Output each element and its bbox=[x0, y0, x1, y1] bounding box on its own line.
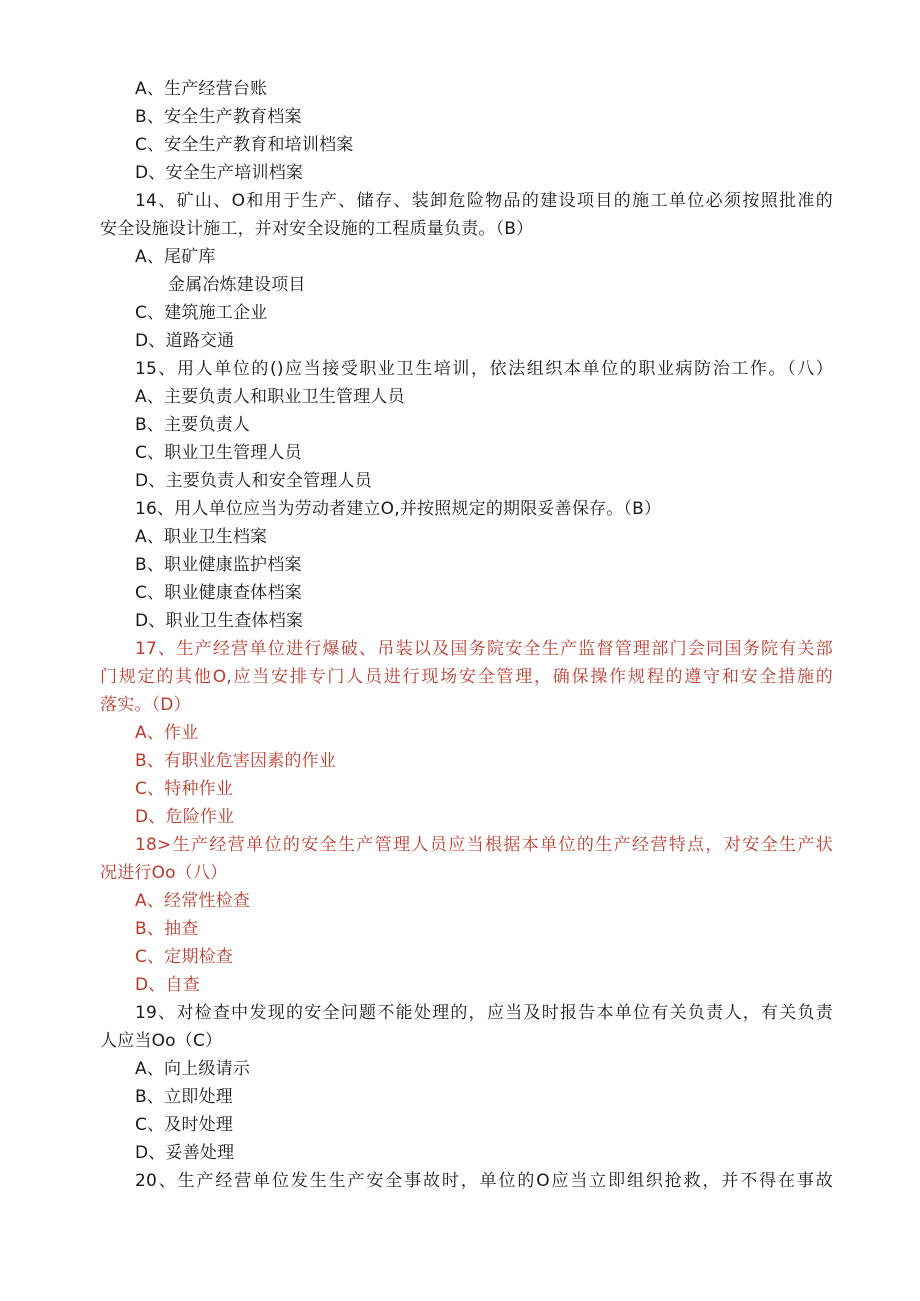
q14-question-line-2: 安全设施设计施工，并对安全设施的工程质量负责。（B） bbox=[100, 219, 534, 239]
q19-option-a: A、向上级请示 bbox=[135, 1059, 251, 1079]
q16-question: 16、用人单位应当为劳动者建立O,并按照规定的期限妥善保存。（B） bbox=[135, 499, 662, 519]
q18-option-c: C、定期检查 bbox=[135, 947, 234, 967]
q16-option-a: A、职业卫生档案 bbox=[135, 527, 268, 547]
q14-option-a: A、尾矿库 bbox=[135, 247, 216, 267]
q17-option-c: C、特种作业 bbox=[135, 779, 234, 799]
q17-option-d: D、危险作业 bbox=[135, 807, 235, 827]
q14-option-c: C、建筑施工企业 bbox=[135, 303, 268, 323]
q19-option-b: B、立即处理 bbox=[135, 1087, 233, 1107]
q16-option-c: C、职业健康查体档案 bbox=[135, 583, 302, 603]
q19-option-c: C、及时处理 bbox=[135, 1115, 234, 1135]
q13-option-c: C、安全生产教育和培训档案 bbox=[135, 135, 354, 155]
q17-question-line-2: 门规定的其他O,应当安排专门人员进行现场安全管理，确保操作规程的遵守和安全措施的 bbox=[100, 667, 833, 687]
q13-option-b: B、安全生产教育档案 bbox=[135, 107, 302, 127]
q15-option-d: D、主要负责人和安全管理人员 bbox=[135, 471, 372, 491]
q15-option-a: A、主要负责人和职业卫生管理人员 bbox=[135, 387, 405, 407]
q18-option-d: D、自查 bbox=[135, 975, 200, 995]
q18-question-line-1: 18>生产经营单位的安全生产管理人员应当根据本单位的生产经营特点，对安全生产状 bbox=[135, 835, 833, 855]
q19-option-d: D、妥善处理 bbox=[135, 1143, 235, 1163]
q19-question-line-2: 人应当Oo（C） bbox=[100, 1031, 223, 1051]
q16-option-b: B、职业健康监护档案 bbox=[135, 555, 302, 575]
q17-question-line-3: 落实。（D） bbox=[100, 695, 191, 715]
q15-option-c: C、职业卫生管理人员 bbox=[135, 443, 302, 463]
q15-option-b: B、主要负责人 bbox=[135, 415, 251, 435]
q13-option-d: D、安全生产培训档案 bbox=[135, 163, 304, 183]
q17-option-a: A、作业 bbox=[135, 723, 199, 743]
q17-option-b: B、有职业危害因素的作业 bbox=[135, 751, 337, 771]
q18-option-a: A、经常性检查 bbox=[135, 891, 251, 911]
q18-option-b: B、抽查 bbox=[135, 919, 199, 939]
q14-option-b: 金属冶炼建设项目 bbox=[168, 275, 306, 295]
q20-question-line-1: 20、生产经营单位发生生产安全事故时，单位的O应当立即组织抢救，并不得在事故 bbox=[135, 1171, 833, 1191]
q18-question-line-2: 况进行Oo（八） bbox=[100, 863, 228, 883]
q14-question-line-1: 14、矿山、O和用于生产、储存、装卸危险物品的建设项目的施工单位必须按照批准的 bbox=[135, 191, 833, 211]
q16-option-d: D、职业卫生查体档案 bbox=[135, 611, 304, 631]
q15-question: 15、用人单位的()应当接受职业卫生培训，依法组织本单位的职业病防治工作。（八） bbox=[135, 359, 833, 379]
q13-option-a: A、生产经营台账 bbox=[135, 79, 268, 99]
q19-question-line-1: 19、对检查中发现的安全问题不能处理的，应当及时报告本单位有关负责人，有关负责 bbox=[135, 1003, 833, 1023]
q17-question-line-1: 17、生产经营单位进行爆破、吊装以及国务院安全生产监督管理部门会同国务院有关部 bbox=[135, 639, 833, 659]
q14-option-d: D、道路交通 bbox=[135, 331, 235, 351]
